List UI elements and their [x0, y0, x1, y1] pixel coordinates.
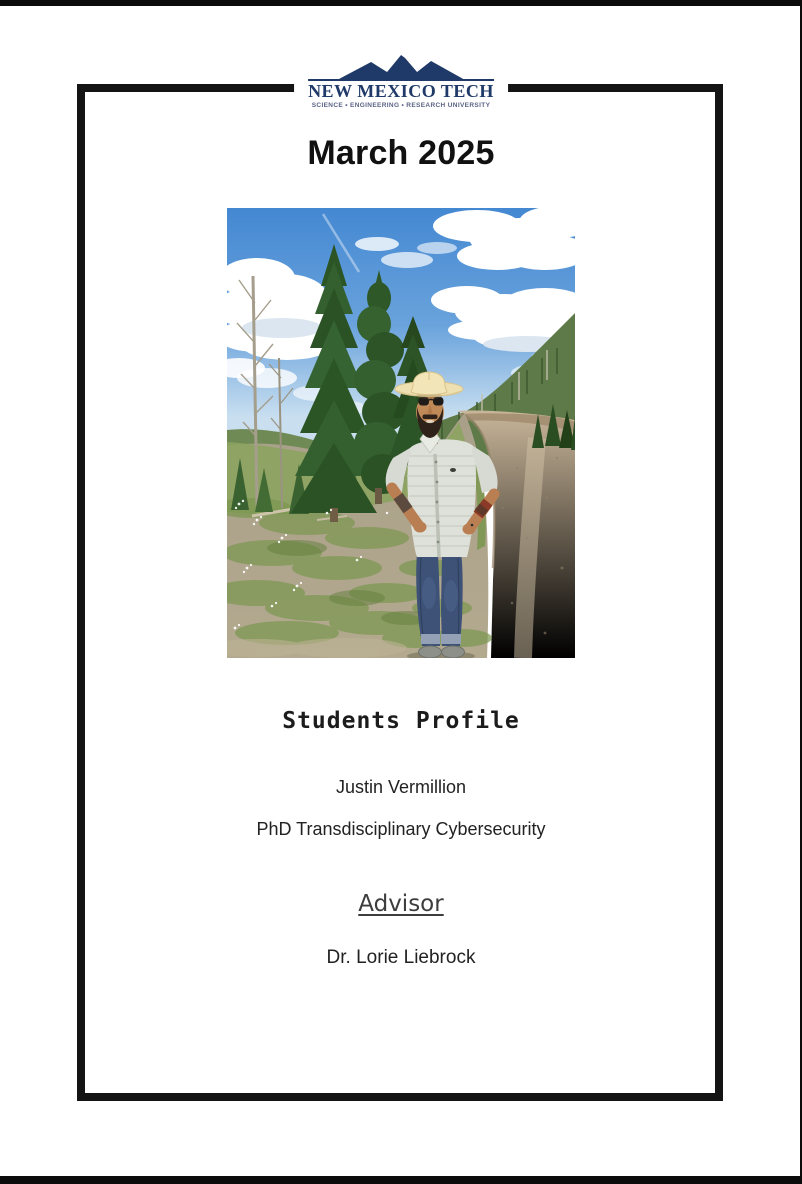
advisor-title: Advisor	[358, 891, 444, 917]
student-name: Justin Vermillion	[335, 777, 467, 797]
logo-title: NEW MEXICO TECH	[308, 81, 494, 101]
logo-tagline: SCIENCE • ENGINEERING • RESEARCH UNIVERSITY	[311, 101, 491, 109]
mountains-icon	[335, 54, 467, 80]
nmt-logo	[294, 52, 508, 109]
issue-date-heading: March 2025	[307, 134, 495, 172]
student-photo	[227, 208, 575, 658]
page-bottom-edge	[0, 1176, 802, 1184]
advisor-name: Dr. Lorie Liebrock	[326, 947, 476, 968]
student-photo-scene	[227, 208, 575, 658]
students-profile-title: Students Profile	[282, 708, 520, 734]
page-top-edge	[0, 0, 802, 6]
student-program: PhD Transdisciplinary Cybersecurity	[256, 819, 546, 839]
